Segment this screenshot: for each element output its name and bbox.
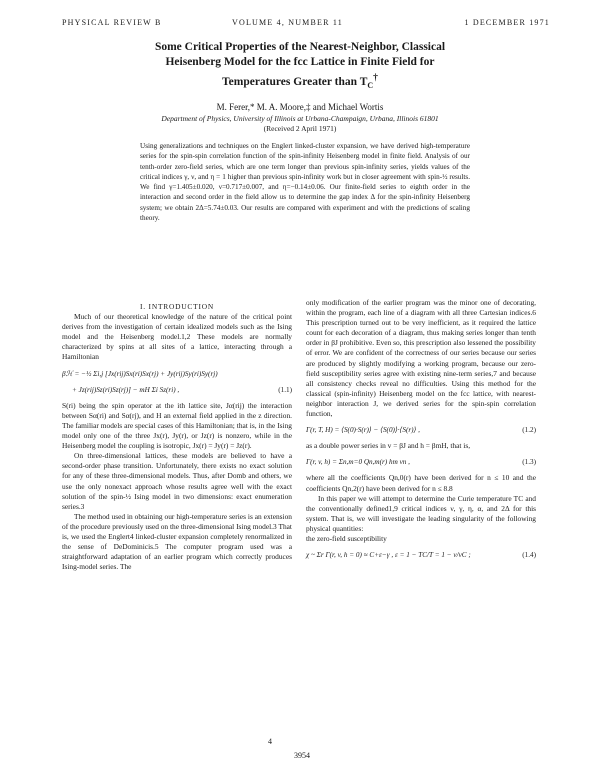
- equation-1-2: [306, 425, 536, 435]
- intro-paragraph-1: Much of our theoretical knowledge of the nature of the critical point derives from the investigation of certain idealized models such as the Ising model and the Heisenberg model.1,2 These models are normally characterized by spins at all sites of a lattice, interacting through a Hamiltonian: [62, 312, 292, 362]
- equation-number: (1.1): [278, 385, 292, 394]
- equation-1-4: [306, 550, 536, 560]
- equation-number: (1.3): [522, 458, 536, 467]
- affiliation-block: [80, 114, 520, 134]
- footer-volume-number: 4: [268, 737, 272, 746]
- equation-1-1-cont: [62, 385, 292, 395]
- equation-number: (1.4): [522, 551, 536, 560]
- running-header: [62, 18, 550, 30]
- title-footnote-mark: †: [373, 72, 378, 83]
- abstract: Using generalizations and techniques on the Englert linked-cluster expansion, we have derived high-temperature series for the spin-spin correlation function of the spin-infinity Heisenberg model in finite field. Analysis of our tenth-order zero-field series, which are one term longer than previous spin-infinity series, yields values of the critical indices γ, ν, and η = 1 higher than previous spin-infinity work but in closer agreement with spin-½ results. We find γ=1.405±0.020, ν=0.717±0.007, and η=−0.14±0.06. Our finite-field series to eighth order in the interaction and second order in the field allow us to determine the gap index Δ for the spin-infinity Heisenberg system; we obtain 2Δ=5.74±0.03. Our results are compared with experiment and with the predictions of scaling theory.: [140, 142, 470, 223]
- title-line-2: Heisenberg Model for the fcc Lattice in Finite Field for: [165, 56, 435, 68]
- volume-number: VOLUME 4, NUMBER 11: [232, 18, 343, 27]
- equation-1-3: [306, 457, 536, 467]
- author-list: M. Ferer,* M. A. Moore,‡ and Michael Wortis: [216, 102, 384, 112]
- affiliation: Department of Physics, University of Illinois at Urbana-Champaign, Urbana, Illinois 61801: [161, 114, 439, 123]
- right-paragraph-3: where all the coefficients Qn,0(r) have been derived for n ≤ 10 and the coefficients Qn,2(r) have been derived for n ≤ 8.8: [306, 473, 536, 493]
- intro-paragraph-3: On three-dimensional lattices, these models are believed to have a second-order phase transition. Unfortunately, there exists no exact solution for any of these three-dimensional models. Thus, after Domb and others, we use the only nonexact approach whose results agree well with the exact solution of the spin-½ Ising model in two dimensions: exact enumeration series.3: [62, 451, 292, 511]
- right-paragraph-1: only modification of the earlier program was the minor one of decorating, within the program, each line of a diagram with all three Cartesian indices.6 This prescription turned out to be very inefficient, as it required the lattice count for each decoration of a diagram, thus making series longer than tenth order in βJ prohibitive. Even so, this prescription also lessened the possibility of error. We are confident of the correctness of our series because our series are produced by slightly modifying a working program, because our zero-field susceptibility series agree with existing nine-term series,7 and because all consistency checks reveal no difficulties. Using this method for the classical (spin-infinity) Heisenberg model on the fcc lattice, with nearest-neighbor interaction J, we derived series for the spin-spin correlation function,: [306, 298, 536, 419]
- intro-paragraph-4: The method used in obtaining our high-temperature series is an extension of the procedure previously used on the three-dimensional Ising model.3 That is, we used the Englert4 linked-cluster expansion completely renormalized in the sense of DeDominicis.5 The computer program used was a straightforward adaptation of an earlier program which correctly produces Ising-model series. The: [62, 511, 292, 572]
- page-number: 3954: [294, 751, 310, 760]
- paper-title: [80, 40, 520, 93]
- equation-1-1-line-2: + Jz(rij)Sz(ri)Sz(rj)] − mH Σi Sz(ri) ,: [72, 385, 180, 394]
- title-line-3: Temperatures Greater than $T_C^\dagger$: [222, 72, 378, 91]
- equation-1-4-body: χ ~ Σr Γ(r, v, h = 0) ≈ C+ε−γ , ε = 1 − TC/T = 1 − v/vC ;: [306, 551, 471, 560]
- right-column: [306, 298, 536, 566]
- equation-1-1-line-1: βℋ = −½ Σi,j [Jx(rij)Sx(ri)Sx(rj) + Jy(rij)Sy(ri)Sy(rj): [62, 369, 218, 378]
- equation-1-1: [62, 369, 292, 379]
- intro-paragraph-2: S(ri) being the spin operator at the ith lattice site, Jα(rij) the interaction between Sα(ri) and Sα(rj), and H an external field applied in the z direction. The familiar models are special cases of this Hamiltonian; that is, in the Ising model only one of the three Jx(r), Jy(r), or Jz(r) is nonzero, while in the Heisenberg model the coupling is isotropic, Jx(r) = Jy(r) = Jz(r).: [62, 400, 292, 451]
- equation-1-3-body: Γ(r, v, h) = Σn,m=0 Qn,m(r) hm vn ,: [306, 458, 410, 467]
- issue-date: 1 DECEMBER 1971: [464, 18, 550, 27]
- left-column: [62, 302, 292, 572]
- journal-name: PHYSICAL REVIEW B: [62, 18, 162, 27]
- equation-number: (1.2): [522, 426, 536, 435]
- title-line-1: Some Critical Properties of the Nearest-Neighbor, Classical: [154, 41, 446, 53]
- right-paragraph-5: the zero-field susceptibility: [306, 533, 387, 543]
- right-paragraph-4: In this paper we will attempt to determine the Curie temperature TC and the conventionally defined1,9 critical indices ν, γ, η, α, and 2Δ for this system. That is, we will investigate the leading singularity of the following physical quantities:: [306, 493, 536, 533]
- right-paragraph-2: as a double power series in v = βJ and h = βmH, that is,: [306, 441, 471, 451]
- received-date: (Received 2 April 1971): [263, 124, 337, 133]
- equation-1-2-body: Γ(r, T, H) = ⟨S(0)·S(r)⟩ − ⟨S(0)⟩·⟨S(r)⟩ ,: [306, 426, 420, 435]
- section-heading: I. INTRODUCTION: [140, 302, 214, 311]
